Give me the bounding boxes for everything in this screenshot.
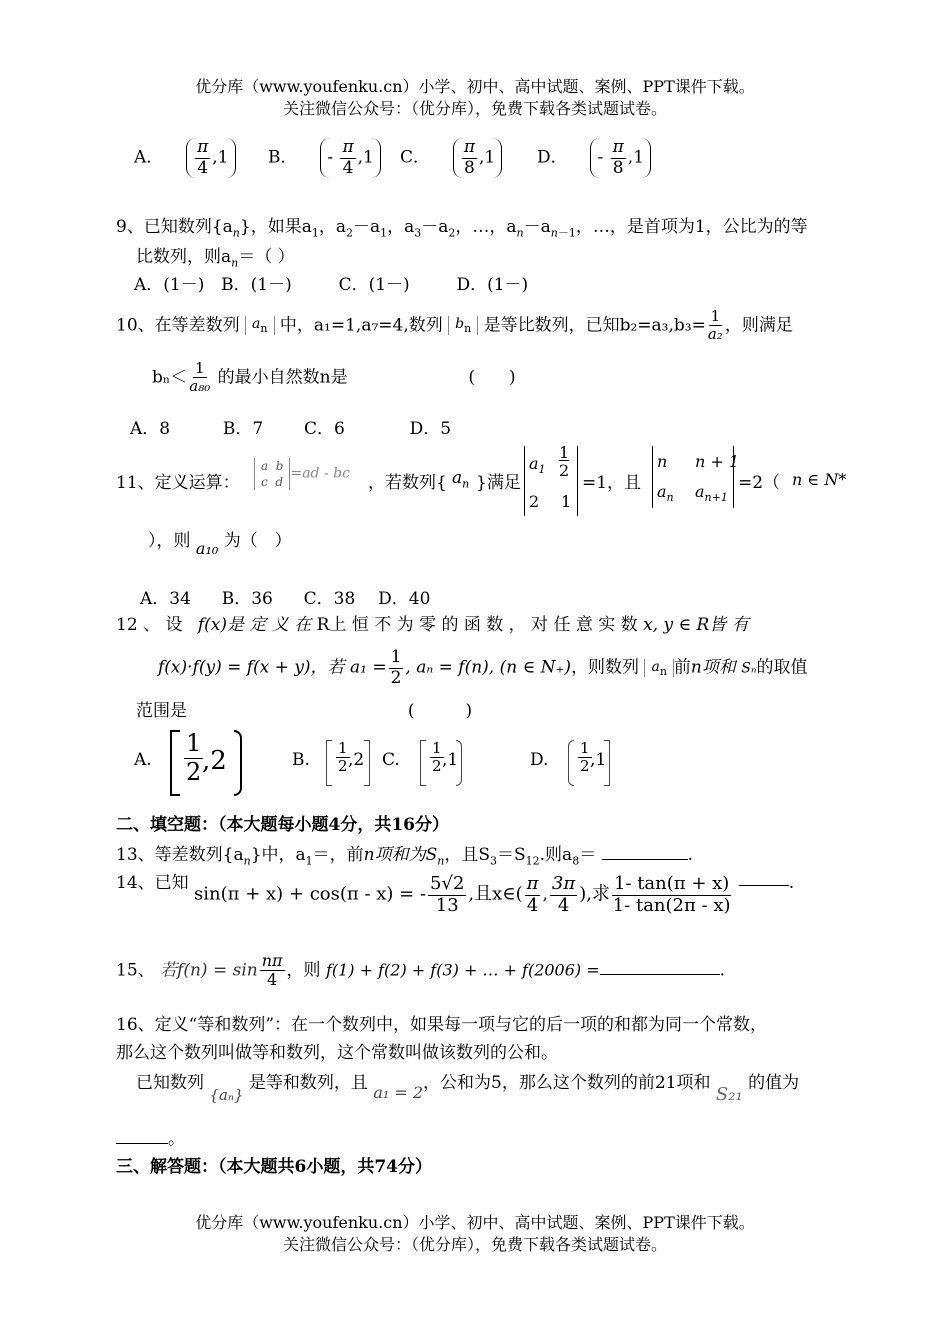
q9-option-d: D．(1－) [456,275,529,295]
q11-option-c: C．38 [303,589,356,609]
q16-line-3: 已知数列 {aₙ} 是等和数列，且 a₁ = 2，公和为5，那么这个数列的前21项和 S₂₁ 的值为 [136,1073,800,1105]
q10-option-a: A．8 [130,419,171,439]
q16-line-4: 。 [116,1124,185,1149]
q15-answer-blank[interactable] [600,974,720,975]
q10-option-c: C．6 [304,419,345,439]
q11-det-1: $a_1$ 1 2 2 1 [524,446,578,516]
section-2-title: 二、填空题：（本大题每小题4分，共16分） [116,815,449,835]
q12-option-c-label: C. [382,750,400,770]
q12-line-2: f(x)·f(y) = f(x + y)，若 a₁ = $\frac{1}{2}$ , aₙ = f(n), (n ∈ N₊)，则数列 $a_n$ 前n项和 Sₙ的取值 [158,647,808,688]
q11-det-definition: a b c d=ad - bc [254,458,350,490]
q15: 15、 若f(n) = sin $\frac{n\pi}{4}$ ，则 f(1) + f(2) + f(3) + … + f(2006) = . [116,951,726,990]
q9-option-a: A．(1－) [134,275,205,295]
q10-line-2: bₙ＜ $\frac{1}{\text{a₈₀}}$ 的最小自然数n是 ( ) [152,359,516,396]
q8-option-b: B． - $\frac{\pi}{4}$ ,1 [268,138,381,178]
q16-line-1: 16、定义“等和数列”：在一个数列中，如果每一项与它的后一项的和都为同一个常数， [116,1015,768,1035]
q11-option-b: B．36 [221,589,273,609]
footer-line-1: 优分库（www.youfenku.cn）小学、初中、高中试题、案例、PPT课件下载。 [195,1213,755,1232]
q8-option-a: A． $\frac{\pi}{4}$ ,1 [134,138,236,178]
q12-line-3: 范围是 ( ) [136,701,473,721]
q10-option-d: D．5 [409,419,452,439]
q13: 13、等差数列$\{a_n\}$中，$a_1=$，前n项和为$S_n$，且$S_3=S_{12}$.则$a_8=$ . [116,845,694,868]
q12-option-a-label: A. [134,750,152,770]
q16-answer-blank[interactable] [116,1143,168,1144]
q13-answer-blank[interactable] [602,859,688,860]
q12-options: A. $\frac{1}{2}$ ,2 B. $\frac{1}{2}$ ,2 C. $\frac{1}{2}$ ,1 D. $\frac{1}{2}$ ,1 [134,730,654,796]
q10-options [130,414,451,439]
section-3-title: 三、解答题：（本大题共6小题，共74分） [116,1157,432,1177]
q12-option-d-label: D. [530,750,549,770]
header-line-2: 关注微信公众号：（优分库），免费下载各类试题试卷。 [282,99,667,118]
q8-option-c: C． $\frac{\pi}{8}$ ,1 [400,138,502,178]
q9-line-1: 9、已知数列$\{a_n\}$，如果$a_1$，$a_2-a_1$，$a_3-a_2$，…，$a_n-a_{n-1}$，…，是首项为1，公比为的等 [116,217,808,240]
q9-option-b: B．(1－) [221,275,292,295]
q10-option-b: B．7 [222,419,264,439]
q12-line-1: 12 、 设 f(x)是 定 义 在 R上 恒 不 为 零 的 函 数 ， 对 任 意 实 数 x, y ∈ R皆 有 [116,615,749,635]
q8-option-d: D． - $\frac{\pi}{8}$ ,1 [537,138,651,178]
q11-det-2: n n + 1 $a_n$ $a_{n+1}$ [652,446,734,508]
q11-line-2: ），则 a₁₀ 为（ ） [148,531,292,558]
q9-option-c: C．(1－) [338,275,410,295]
q14: 14、已知 sin(π + x) + cos(π - x) = - $\frac{5√2}{13}$ ,且x∈( $\frac{\pi}{4}$ , $\frac{3\pi}{4}$ ),求 $\frac{1- \tan(\pi + x)}{1- \tan(2\pi - x)}$ . [116,872,795,916]
q16-line-2: 那么这个数列叫做等和数列，这个常数叫做该数列的公和。 [116,1043,558,1063]
q11-options [140,584,430,609]
q10-line-1: 10、在等差数列 $a_n$ 中，a₁=1,a₇=4,数列 $b_n$ 是等比数列，已知b₂=a₃,b₃= $\frac{1}{\text{a₂}}$ ，则满足 [116,307,793,344]
q9-options [134,270,528,295]
header-line-1: 优分库（www.youfenku.cn）小学、初中、高中试题、案例、PPT课件下载。 [195,77,755,96]
footer-line-2: 关注微信公众号：（优分库），免费下载各类试题试卷。 [282,1235,667,1254]
q11-option-d: D．40 [378,589,431,609]
q11-option-a: A．34 [140,589,191,609]
q14-answer-blank[interactable] [739,885,789,886]
q12-option-b-label: B. [292,750,310,770]
q9-line-2: 比数列，则$a_n=$（ ） [136,247,295,270]
